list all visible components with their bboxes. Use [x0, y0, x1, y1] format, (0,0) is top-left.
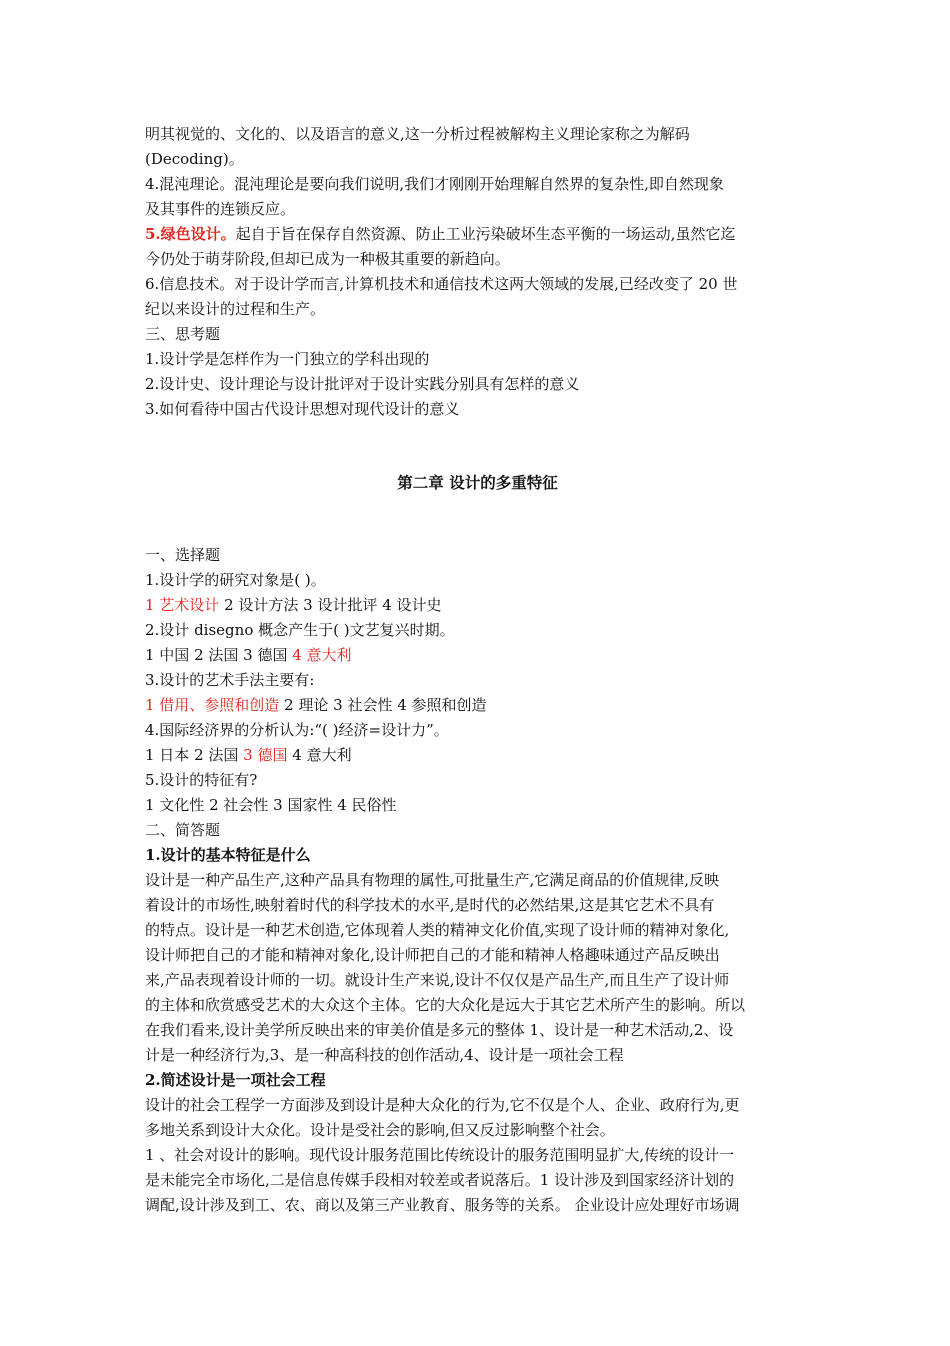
question-line: 2.设计史、设计理论与设计批评对于设计实践分别具有怎样的意义	[145, 375, 580, 393]
paragraph-line: 明其视觉的、文化的、以及语言的意义,这一分析过程被解构主义理论家称之为解码	[145, 125, 690, 143]
chapter-title: 第二章 设计的多重特征	[397, 473, 558, 492]
paragraph-line: 来,产品表现着设计师的一切。就设计生产来说,设计不仅仅是产品生产,而且生产了设计师	[145, 971, 730, 989]
question-line: 1.设计学的研究对象是( )。	[145, 571, 326, 589]
answer-line	[145, 743, 810, 768]
correct-answer: 1 艺术设计	[145, 596, 220, 614]
answer-options: 1 日本 2 法国	[145, 746, 244, 764]
paragraph-line: 的特点。设计是一种艺术创造,它体现着人类的精神文化价值,实现了设计师的精神对象化,	[145, 921, 730, 939]
paragraph-line: 设计的社会工程学一方面涉及到设计是种大众化的行为,它不仅是个人、企业、政府行为,更	[145, 1096, 740, 1114]
question-line: 3.设计的艺术手法主要有:	[145, 671, 315, 689]
paragraph-line: 4.混沌理论。混沌理论是要向我们说明,我们才刚刚开始理解自然界的复杂性,即自然现象	[145, 175, 724, 193]
answer-line: 1 文化性 2 社会性 3 国家性 4 民俗性	[145, 796, 397, 814]
green-design-label: 5.绿色设计。	[145, 225, 236, 243]
green-design-line	[145, 222, 810, 247]
short-question-title: 2.简述设计是一项社会工程	[145, 1071, 326, 1089]
answer-options: 2 设计方法 3 设计批评 4 设计史	[219, 596, 442, 614]
section-heading: 三、思考题	[145, 325, 221, 343]
answer-options: 1 中国 2 法国 3 德国	[145, 646, 293, 664]
paragraph-line: 在我们看来,设计美学所反映出来的审美价值是多元的整体 1、设计是一种艺术活动,2、设	[145, 1021, 734, 1039]
answer-options: 2 理论 3 社会性 4 参照和创造	[279, 696, 487, 714]
paragraph-line: 纪以来设计的过程和生产。	[145, 300, 326, 318]
answer-line	[145, 593, 810, 618]
question-line: 3.如何看待中国古代设计思想对现代设计的意义	[145, 400, 460, 418]
paragraph-line: (Decoding)。	[145, 150, 244, 168]
short-question-title: 1.设计的基本特征是什么	[145, 846, 311, 864]
spacer	[145, 422, 810, 470]
paragraph-line: 计是一种经济行为,3、是一种高科技的创作活动,4、设计是一项社会工程	[145, 1046, 624, 1064]
paragraph-line: 是未能完全市场化,二是信息传媒手段相对较差或者说落后。1 设计涉及到国家经济计划的	[145, 1171, 735, 1189]
paragraph-line: 设计师把自己的才能和精神对象化,设计师把自己的才能和精神人格趣味通过产品反映出	[145, 946, 720, 964]
paragraph-line: 的主体和欣赏感受艺术的大众这个主体。它的大众化是远大于其它艺术所产生的影响。所以	[145, 996, 746, 1014]
paragraph-line: 1 、社会对设计的影响。现代设计服务范围比传统设计的服务范围明显扩大,传统的设计一	[145, 1146, 735, 1164]
section-heading: 二、简答题	[145, 821, 221, 839]
question-line: 1.设计学是怎样作为一门独立的学科出现的	[145, 350, 430, 368]
paragraph-line: 调配,设计涉及到工、农、商以及第三产业教育、服务等的关系。 企业设计应处理好市场调	[145, 1196, 740, 1214]
paragraph-line: 及其事件的连锁反应。	[145, 200, 296, 218]
answer-line	[145, 643, 810, 668]
answer-options: 4 意大利	[287, 746, 352, 764]
paragraph-line: 多地关系到设计大众化。设计是受社会的影响,但又反过影响整个社会。	[145, 1121, 615, 1139]
paragraph-line: 6.信息技术。对于设计学而言,计算机技术和通信技术这两大领域的发展,已经改变了 20 世	[145, 275, 738, 293]
question-line: 5.设计的特征有?	[145, 771, 258, 789]
paragraph-line: 着设计的市场性,映射着时代的科学技术的水平,是时代的必然结果,这是其它艺术不具有	[145, 896, 715, 914]
answer-line	[145, 693, 810, 718]
section-heading: 一、选择题	[145, 546, 221, 564]
green-design-text: 起自于旨在保存自然资源、防止工业污染破坏生态平衡的一场运动,虽然它迄	[235, 225, 736, 243]
correct-answer: 4 意大利	[292, 646, 352, 664]
spacer	[145, 495, 810, 543]
document-page	[145, 122, 810, 1218]
correct-answer: 1 借用、参照和创造	[145, 696, 280, 714]
question-line: 4.国际经济界的分析认为:“( )经济=设计力”。	[145, 721, 449, 739]
question-line: 2.设计 disegno 概念产生于( )文艺复兴时期。	[145, 621, 455, 639]
paragraph-line: 今仍处于萌芽阶段,但却已成为一种极其重要的新趋向。	[145, 250, 510, 268]
paragraph-line: 设计是一种产品生产,这种产品具有物理的属性,可批量生产,它满足商品的价值规律,反映	[145, 871, 720, 889]
correct-answer: 3 德国	[243, 746, 288, 764]
